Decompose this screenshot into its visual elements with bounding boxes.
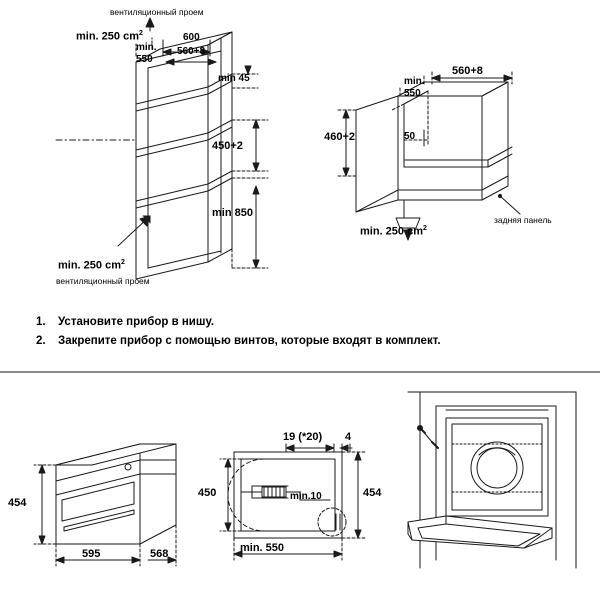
width-600-label: 600 [183, 32, 200, 43]
vent-bottom-area-label: min. 250 $cm^2$ [58, 259, 125, 272]
depth-min-550-label: min. 550 [404, 76, 425, 99]
min-10-label: min.10 [290, 491, 322, 502]
niche-height-450-label: 450 [198, 487, 217, 499]
back-panel-label: задняя панель [494, 215, 552, 225]
instruction-list [36, 316, 576, 354]
width-560-right-label: 560+8 [452, 65, 483, 77]
gap-45-label: min 45 [218, 73, 250, 84]
height-850-label: min 850 [212, 207, 253, 219]
oven-height-454-label: 454 [8, 497, 27, 509]
instruction-text: Установите прибор в нишу. [58, 316, 215, 328]
vent-bottom-label: вентиляционный проем [56, 276, 150, 286]
oven-width-595-label: 595 [82, 548, 101, 560]
vent-top-area-label: min. 250 $cm^2$ [76, 30, 143, 43]
height-450-label: 450+2 [212, 140, 243, 152]
instruction-number: 2. [36, 335, 46, 347]
instruction-number: 1. [36, 316, 46, 328]
instruction-item [36, 335, 576, 347]
dim-4-label: 4 [345, 431, 352, 443]
dim-19-label: 19 (*20) [283, 431, 323, 443]
niche-height-454-label: 454 [363, 487, 382, 499]
width-560-label: 560+8 [177, 46, 206, 57]
vent-area-right-label: min. 250 $cm^2$ [360, 225, 427, 238]
instruction-item [36, 316, 576, 328]
instruction-text: Закрепите прибор с помощью винтов, которые входят в комплект. [58, 335, 441, 347]
vent-top-label: вентиляционный проем [110, 7, 204, 17]
niche-depth-label: min. 550 [136, 42, 157, 65]
height-460-label: 460+2 [324, 131, 355, 143]
inner-50-label: 50 [404, 131, 416, 142]
niche-width-550-label: min. 550 [240, 542, 285, 554]
oven-depth-568-label: 568 [150, 548, 169, 560]
